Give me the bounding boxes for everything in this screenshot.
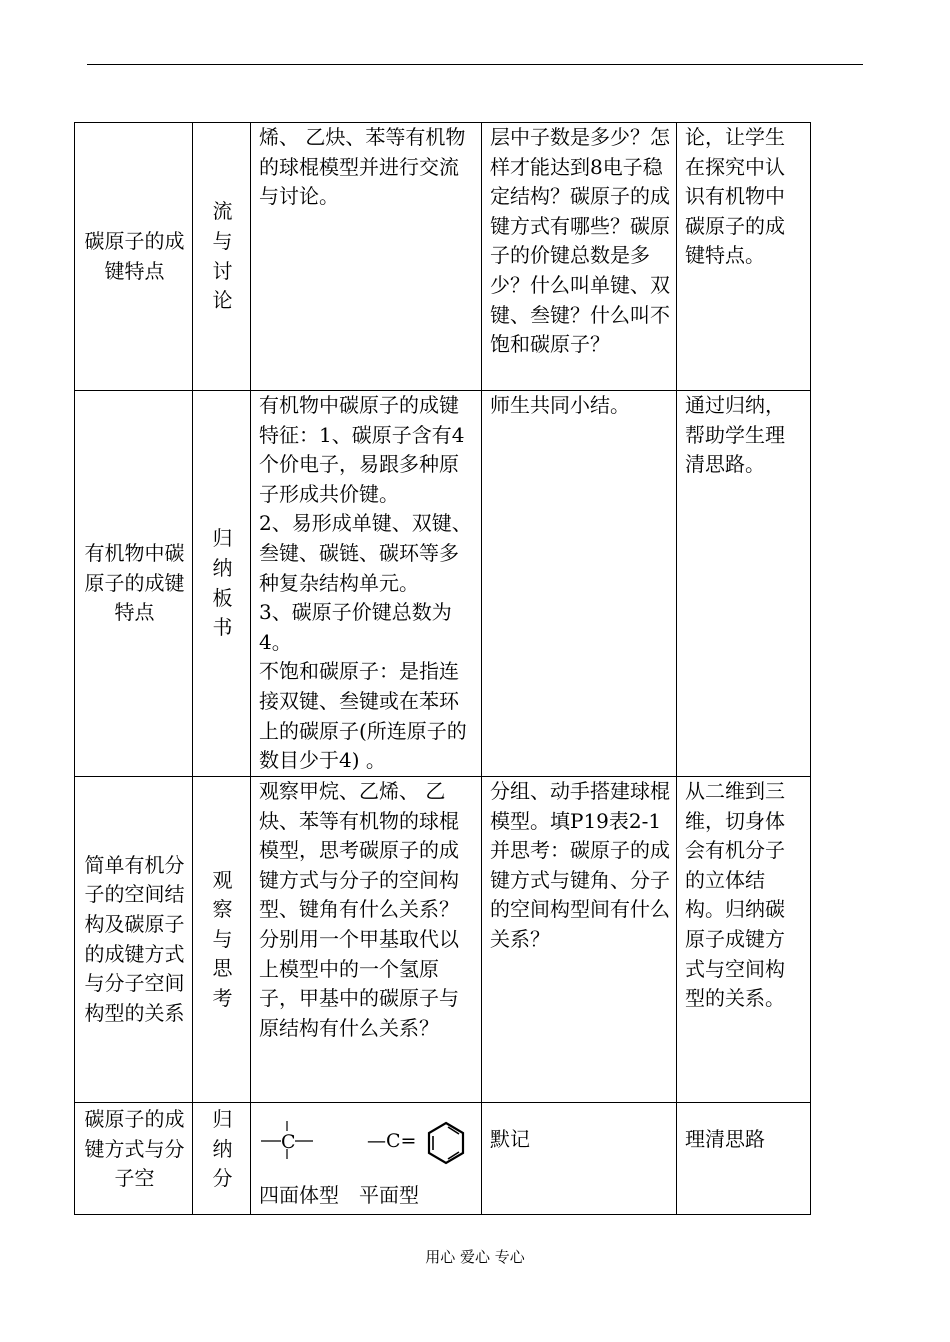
student-activity-cell: 分组、动手搭建球棍模型。填P19表2-1并思考：碳原子的成键方式与键角、分子的空间构型间有什么关系？	[482, 777, 677, 1103]
topic-cell: 碳原子的成键特点	[75, 123, 193, 391]
structure-diagram	[259, 1103, 479, 1181]
structure-formulas	[259, 1103, 475, 1181]
method-cell: 观 察 与 思 考	[193, 777, 251, 1103]
teacher-activity-cell	[251, 1103, 482, 1215]
table-row	[75, 777, 811, 1103]
student-activity-cell: 师生共同小结。	[482, 391, 677, 777]
topic-cell: 有机物中碳原子的成键特点	[75, 391, 193, 777]
table-row	[75, 1103, 811, 1215]
topic-cell: 简单有机分子的空间结构及碳原子的成键方式与分子空间构型的关系	[75, 777, 193, 1103]
teacher-activity-cell: 观察甲烷、乙烯、 乙炔、苯等有机物的球棍模型，思考碳原子的成键方式与分子的空间构型、键角有什么关系？ 分别用一个甲基取代以上模型中的一个氢原子，甲基中的碳原子与原结构有什么关系？	[251, 777, 482, 1103]
student-activity-cell: 层中子数是多少？怎样才能达到8电子稳定结构？碳原子的成键方式有哪些？碳原子的价键总数是多少？什么叫单键、双键、叁键？什么叫不饱和碳原子？	[482, 123, 677, 391]
table-row	[75, 391, 811, 777]
method-cell: 流 与 讨 论	[193, 123, 251, 391]
design-intent-cell: 论，让学生在探究中认识有机物中碳原子的成键特点。	[677, 123, 811, 391]
table-row	[75, 123, 811, 391]
header-rule	[87, 64, 863, 65]
teacher-activity-cell: 烯、 乙炔、苯等有机物的球棍模型并进行交流与讨论。	[251, 123, 482, 391]
method-cell: 归 纳 板 书	[193, 391, 251, 777]
page-footer: 用心 爱心 专心	[425, 1248, 525, 1266]
lesson-table	[74, 122, 811, 1215]
design-intent-cell: 从二维到三维，切身体会有机分子的立体结构。归纳碳原子成键方式与空间构型的关系。	[677, 777, 811, 1103]
structure-caption: 四面体型 平面型	[259, 1183, 419, 1207]
benzene-ring-icon	[429, 1123, 463, 1163]
student-activity-cell: 默记	[482, 1103, 677, 1215]
design-intent-cell: 通过归纳，帮助学生理清思路。	[677, 391, 811, 777]
planar-carbon-label: —C=	[367, 1130, 417, 1152]
teacher-activity-cell: 有机物中碳原子的成键特征：1、碳原子含有4个价电子，易跟多种原子形成共价键。 2、易形成单键、双键、叁键、碳链、碳环等多种复杂结构单元。 3、碳原子价键总数为4。 不饱和碳原子：是指连接双键、叁键或在苯环上的碳原子(所连原子的数目少于4) 。	[251, 391, 482, 777]
design-intent-cell: 理清思路	[677, 1103, 811, 1215]
carbon-atom-label: C	[281, 1131, 296, 1153]
method-cell: 归 纳 分	[193, 1103, 251, 1215]
topic-cell: 碳原子的成键方式与分子空	[75, 1103, 193, 1215]
